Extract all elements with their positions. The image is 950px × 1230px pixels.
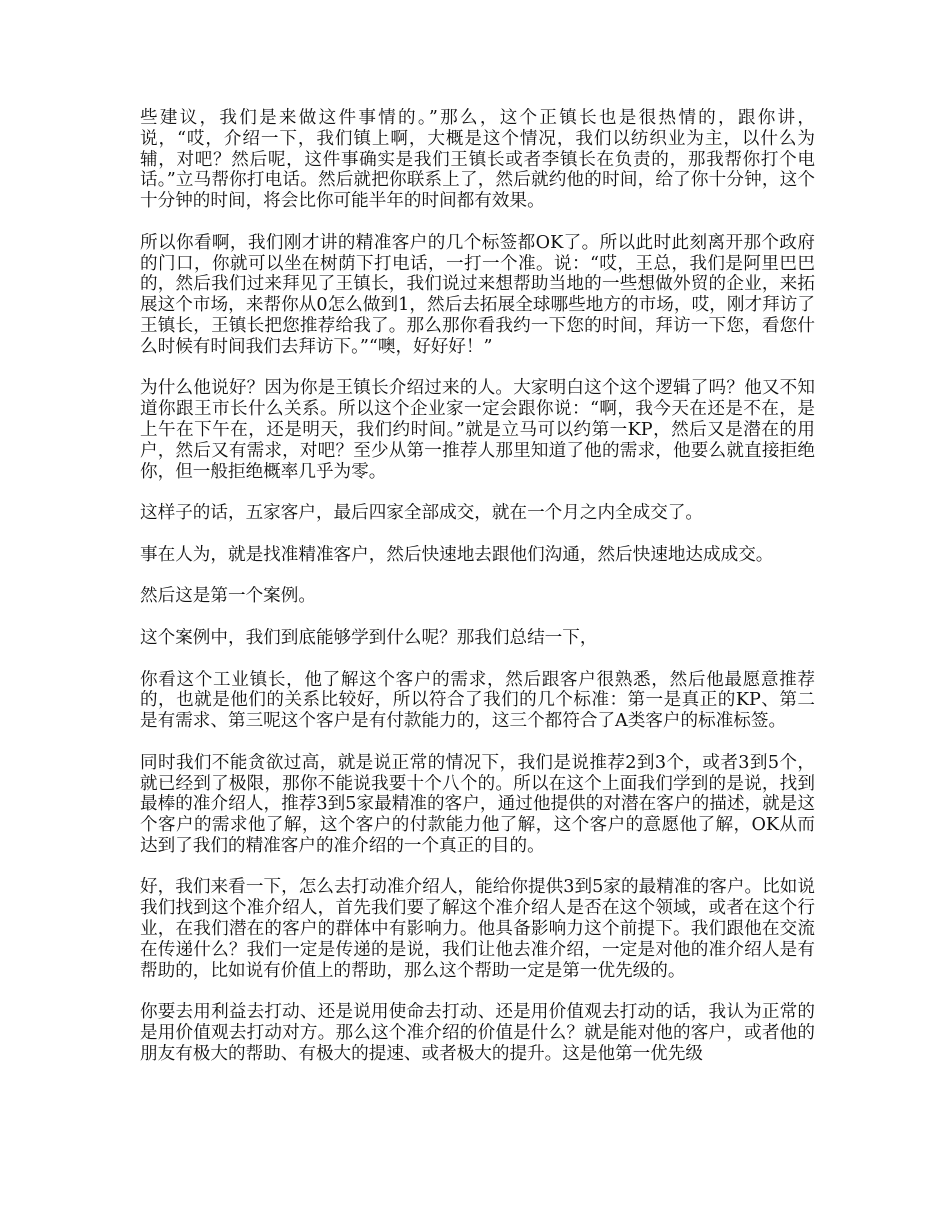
paragraph-11: 你要去用利益去打动、还是说用使命去打动、还是用价值观去打动的话，我认为正常的是用价值观去打动对方。那么这个准介绍的价值是什么？就是能对他的客户，或者他的朋友有极大的帮助、有极大的提速、或者极大的提升。这是他第一优先级 [140,1002,815,1064]
paragraph-9: 同时我们不能贪欲过高，就是说正常的情况下，我们是说推荐2到3个，或者3到5个，就已经到了极限，那你不能说我要十个八个的。所以在这个上面我们学到的是说，找到最棒的准介绍人，推荐3到5家最精准的客户，通过他提供的对潜在客户的描述，就是这个客户的需求他了解，这个客户的付款能力他了解，这个客户的意愿他了解，OK从而达到了我们的精准客户的准介绍的一个真正的目的。 [140,752,815,856]
paragraph-8: 你看这个工业镇长，他了解这个客户的需求，然后跟客户很熟悉，然后他最愿意推荐的，也就是他们的关系比较好，所以符合了我们的几个标准：第一是真正的KP、第二是有需求、第三呢这个客户是有付款能力的，这三个都符合了A类客户的标准标签。 [140,669,815,732]
document-body [140,108,815,1065]
paragraph-10: 好，我们来看一下，怎么去打动准介绍人，能给你提供3到5家的最精准的客户。比如说我们找到这个准介绍人，首先我们要了解这个准介绍人是否在这个领域，或者在这个行业，在我们潜在的客户的群体中有影响力。他具备影响力这个前提下。我们跟他在交流在传递什么？我们一定是传递的是说，我们让他去准介绍，一定是对他的准介绍人是有帮助的，比如说有价值上的帮助，那么这个帮助一定是第一优先级的。 [140,877,815,981]
paragraph-7: 这个案例中，我们到底能够学到什么呢？那我们总结一下， [140,627,598,648]
paragraph-6: 然后这是第一个案例。 [140,586,316,607]
paragraph-4: 这样子的话，五家客户，最后四家全部成交，就在一个月之内全成交了。 [140,503,704,524]
paragraph-3: 为什么他说好？因为你是王镇长介绍过来的人。大家明白这个这个逻辑了吗？他又不知道你跟王市长什么关系。所以这个企业家一定会跟你说：“啊，我今天在还是不在，是上午在下午在，还是明天，我们约时间。”就是立马可以约第一KP，然后又是潜在的用户，然后又有需求，对吧？至少从第一推荐人那里知道了他的需求，他要么就直接拒绝你，但一般拒绝概率几乎为零。 [140,378,815,482]
paragraph-5: 事在人为，就是找准精准客户，然后快速地去跟他们沟通，然后快速地达成成交。 [140,544,774,565]
paragraph-1: 些建议，我们是来做这件事情的。”那么，这个正镇长也是很热情的，跟你讲，说，“哎，介绍一下，我们镇上啊，大概是这个情况，我们以纺织业为主，以什么为辅，对吧？然后呢，这件事确实是我们王镇长或者李镇长在负责的，那我帮你打个电话。”立马帮你打电话。然后就把你联系上了，然后就约他的时间，给了你十分钟，这个十分钟的时间，将会比你可能半年的时间都有效果。 [140,108,815,212]
paragraph-2: 所以你看啊，我们刚才讲的精准客户的几个标签都OK了。所以此时此刻离开那个政府的门口，你就可以坐在树荫下打电话，一打一个准。说：“哎，王总，我们是阿里巴巴的，然后我们过来拜见了王镇长，我们说过来想帮助当地的一些想做外贸的企业，来拓展这个市场，来帮你从0怎么做到1，然后去拓展全球哪些地方的市场，哎，刚才拜访了王镇长，王镇长把您推荐给我了。那么那你看我约一下您的时间，拜访一下您，看您什么时候有时间我们去拜访下。”“噢，好好好！” [140,232,815,357]
